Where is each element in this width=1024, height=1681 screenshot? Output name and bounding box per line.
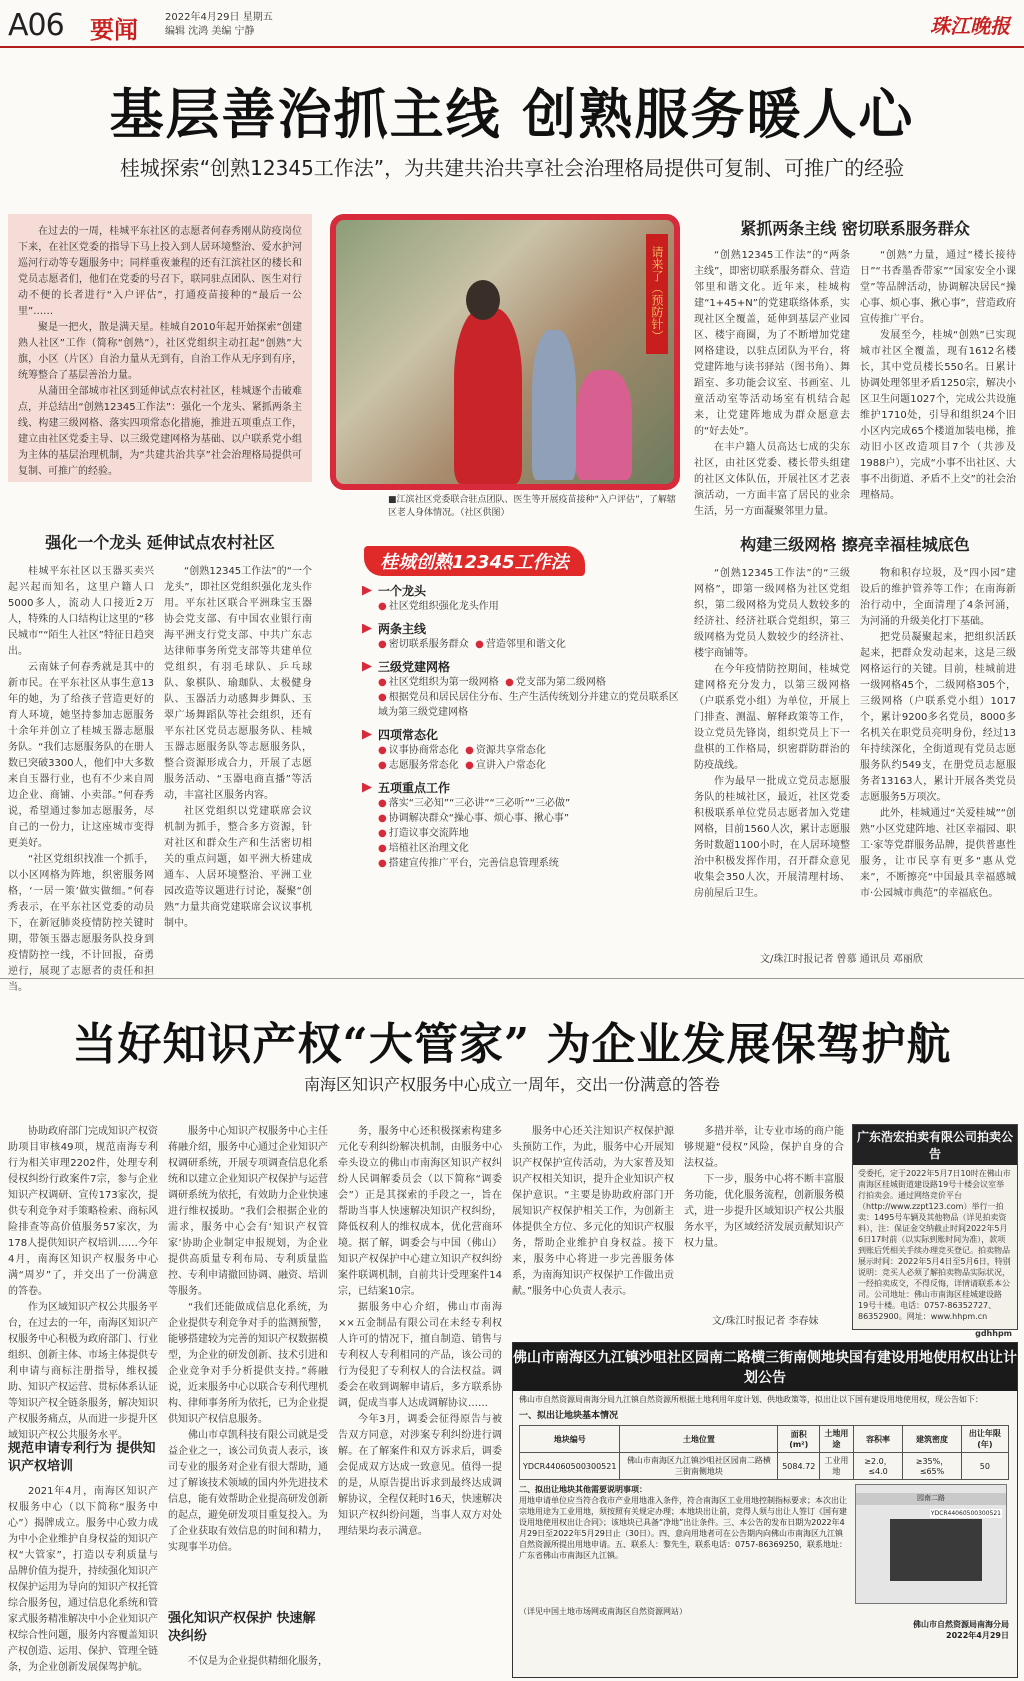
paragraph: 多措并举，让专业市场的商户能够规避“侵权”风险，保护自身的合法权益。: [684, 1126, 844, 1169]
table-header: 土地用途: [820, 1426, 854, 1453]
door-couplet: 请来了（预防针）: [646, 234, 668, 354]
paragraph: 协助政府部门完成知识产权资助项目审核49项，规范南海专利行为相关审理2202件，处理专利侵权纠纷行政案件7宗，参与企业知识产权调研、宣传173家次，提供专利竞争对手策略检索、商标风险排查等高价值服务57家次，为178人提供知识产权培训……今年4月，南海区知识产权服务中心满“周岁”了，并交出了一份满意的答卷。: [8, 1126, 158, 1297]
editors: 编辑 沈鸿 美编 宁静: [165, 26, 255, 37]
table-cell: 50: [961, 1453, 1008, 1480]
method-head: 一个龙头: [378, 584, 427, 598]
left-column-1: [8, 564, 154, 993]
paragraph: 据服务中心介绍，佛山市南海××五金制品有限公司在未经专利权人许可的情况下，擅自制造、销售与专利权人专利相同的产品，该公司的行为侵犯了专利权人的合法权益。调委会在收到调解申请后，多方联系协调，促成当事人达成调解协议……: [338, 1302, 502, 1409]
arrow-icon: [362, 624, 372, 634]
story1-photo: [330, 214, 680, 490]
ad-sign: gdhhpm: [975, 1329, 1012, 1338]
paragraph: 佛山市卓凯科技有限公司就是受益企业之一，该公司负责人表示，该司专业的服务对企业有很大帮助，通过了解该技术领域的国内外先进技术信息，能有效帮助企业提高研发创新的起点，避免研发项目重复投入。为了企业获取有效信息的时间和精力，实现事半功倍。: [168, 1430, 328, 1553]
method-item: 根据党员和居民居住分布、生产生活传统划分并建立的党员联系区域为第三级党建网格: [378, 692, 679, 718]
table-cell: ≥35%，≤65%: [903, 1453, 962, 1480]
method-banner: 桂城创熟12345工作法: [364, 546, 585, 576]
intro-paragraph: 在过去的一周，桂城平东社区的志愿者何春秀刚从防疫岗位下来，在社区党委的指导下马上投入到人居环境整治、爱水护河巡河行动等专题服务中；同样重夜兼程的还有江滨社区的楼长和党员志愿者们，他们在党委的号召下，联同驻点团队、医生对行动不便的长者进行“入户评估”，打通疫苗接种的“最后一公里”……: [18, 226, 302, 317]
notice-body: 用地申请单位应当符合我市产业用地准入条件，符合南海区工业用地控制指标要求；本次出让宗地用途为工业用地，须按照有关规定办理；本地块出让前，竞得人须与出让人签订《国有建设用地使用权出让合同》；该地块已具备“净地”出让条件。三、本公告的发布日期为2022年4月29日至2022年5月29日止（30日）。四、意向用地者可在公告期内向佛山市南海区九江镇自然资源所提出用地申请。五、联系人：黎先生，联系电话：0757-86369250，联系地址：广东省佛山市南海区九江镇。: [519, 1496, 847, 1560]
paragraph: “创熟”力量，通过“楼长接待日”“书香墨香带家”“国家安全小课堂”等品牌活动，协调解决居民“操心事、烦心事、揪心事”，营造政府宣传推广平台。: [860, 250, 1016, 325]
arrow-icon: [362, 783, 372, 793]
page-number: A06: [8, 8, 64, 43]
method-item: 志愿服务常态化: [388, 760, 459, 771]
paragraph: 云南妹子何春秀就是其中的新市民。在平东社区从事生意13年的她，为了给孩子营造更好的育人环境，她坚持参加志愿服务十余年并创立了桂城玉器志愿服务队。“我们志愿服务队的在册人数已突破3300人，他们中大多数来自玉器行业，也有不少来自周边企业、商铺、小卖部。”何春秀说，希望通过参加志愿服务，尽自己的一份力，让这座城市变得更美好。: [8, 662, 154, 849]
bullet-icon: ●: [475, 639, 484, 650]
photo-caption: ■江滨社区党委联合驻点团队、医生等开展疫苗接种“入户评估”，了解辖区老人身体情况。（社区供图）: [388, 495, 676, 518]
method-item: 密切联系服务群众: [388, 639, 469, 650]
paragraph: 发展至今，桂城“创熟”已实现城市社区全覆盖，现有1612名楼长，其中党员楼长550名。日累计协调处理邻里矛盾1250宗，解决小区卫生问题1027个，完成公共设施维护1710处，引导和组织24个旧小区内完成65个楼道加装电梯，推动旧小区改造项目7个（共涉及1988户），完成“小事不出社区、大事不出街道、矛盾不上交”的社会治理格局。: [860, 330, 1016, 501]
method-item: 搭建宣传推广平台，完善信息管理系统: [388, 858, 559, 869]
left-section-title: 强化一个龙头 延伸试点农村社区: [45, 533, 275, 552]
method-section: [362, 726, 684, 773]
method-item: 落实“三必知”“三必讲”“三必听”“三必做”: [388, 798, 571, 809]
method-head: 三级党建网格: [378, 660, 451, 674]
paragraph: 下一步，服务中心将不断丰富服务功能，优化服务流程，创新服务模式，进一步提升区域知识产权公共服务水平，为区域经济发展贡献知识产权力量。: [684, 1174, 844, 1249]
officer-figure: [532, 330, 576, 480]
table-cell: ≥2.0，≤4.0: [853, 1453, 903, 1480]
story1-intro: [8, 214, 312, 482]
paragraph: 作为区域知识产权公共服务平台，在过去的一年，南海区知识产权服务中心积极为政府部门、行业组织、创新主体、市场主体提供专利申请与商标注册指导，维权援助、知识产权运营、贯标体系认证等知识产权全链条服务，解决知识产权服务痛点，从而进一步提升区域知识产权公共服务水平。: [8, 1302, 158, 1441]
method-item: 议事协商常态化: [388, 745, 459, 756]
notice-intro: 佛山市自然资源局南海分局九江镇自然资源所根据土地利用年度计划、供地政策等，拟出让以下国有建设用地使用权，现公告如下：: [519, 1395, 983, 1404]
story1-headline: 基层善治抓主线 创熟服务暖人心: [109, 82, 915, 146]
bullet-icon: ●: [378, 639, 387, 650]
road-label: 园南二路: [856, 1493, 1006, 1505]
notice-sign-org: 佛山市自然资源局南海分局: [913, 1620, 1009, 1629]
table-cell: 佛山市南海区九江镇沙咀社区园南二路横三街南侧地块: [620, 1453, 778, 1480]
story2-column-1b: [8, 1484, 158, 1674]
method-head: 四项常态化: [378, 728, 439, 742]
land-table: [519, 1425, 1009, 1480]
date-block: [165, 11, 273, 39]
paragraph: 在丰户籍人员高达七成的尖东社区，由社区党委、楼长带头组建的社区文体队伍，开展社区才艺表演活动，一方面丰富了居民的业余生活，另一方面凝聚邻里力量。: [694, 442, 850, 517]
intro-paragraph: 聚是一把火，散是满天星。桂城自2010年起开始探索“创建熟人社区”工作（简称“创熟”），社区党组织主动扛起“创熟”大旗，小区（片区）自治力量从无到有，自治工作从无序到有序，统筹整合了基层善治力量。: [18, 322, 302, 381]
table-header: 土地位置: [620, 1426, 778, 1453]
method-head: 两条主线: [378, 622, 427, 636]
story2-headline: 当好知识产权“大管家” 为企业发展保驾护航: [72, 1019, 952, 1070]
left-column-2: [164, 564, 312, 964]
story-divider: [0, 978, 1024, 979]
volunteer-head: [466, 280, 500, 320]
parcel-label: YDCR44060500300521: [930, 1510, 1001, 1517]
paragraph: 今年3月，调委会征得原告与被告双方同意，对涉案专利纠纷进行调解。在了解案件和双方诉求后，调委会促成双方达成一致意见。值得一提的是，从原告提出诉求到最终达成调解协议，全程仅耗时16天，快速解决知识产权纠纷问题，当事人双方对处理结果均表示满意。: [338, 1414, 502, 1537]
bullet-icon: ●: [378, 601, 387, 612]
paragraph: 2021年4月，南海区知识产权服务中心（以下简称“服务中心”）揭牌成立。服务中心致力成为中小企业维护自身权益的知识产权“大管家”，打造以专利质量与品牌价值为提升，持续强化知识产权保护运用为导向的知识产权托管综合服务包，通过信息化系统和管家式服务精准解决中小企业知识产权综合性问题，服务内容覆盖知识产权创造、运用、保护、管理全链条，为企业创新发展保驾护航。: [8, 1486, 158, 1673]
story2-byline: 文/珠江时报记者 李春妹: [712, 1316, 819, 1327]
story2-column-2: [168, 1124, 328, 1604]
bullet-icon: ●: [378, 828, 387, 839]
method-item: 协调解决群众“操心事、烦心事、揪心事”: [388, 813, 570, 824]
story1-subhead: 桂城探索“创熟12345工作法”，为共建共治共享社会治理格局提供可复制、可推广的经验: [119, 156, 905, 180]
notice-footer: （详见中国土地市场网或南海区自然资源网站）: [519, 1607, 687, 1616]
resident-figure: [576, 370, 632, 480]
table-header: 面积(m²): [778, 1426, 820, 1453]
method-section: [362, 779, 684, 871]
bullet-icon: ●: [378, 858, 387, 869]
right-column-2: [860, 248, 1016, 520]
auction-ad: [852, 1124, 1018, 1338]
bullet-icon: ●: [378, 798, 387, 809]
paragraph: 物和积存垃圾，及“四小园”建设后的维护管养等工作；在南海新治行动中，全面清理了4条河涌，为河涌的升级美化打下基础。: [860, 568, 1016, 627]
paragraph: 桂城平东社区以玉器买卖兴起兴起而知名，这里户籍人口5000多人，流动人口接近2万人，特殊的人口结构让这里的“移民城市”“陌生人社区”特征日趋突出。: [8, 566, 154, 657]
story1-byline: 文/珠江时报记者 曾慕 通讯员 邓丽欣: [760, 954, 923, 965]
table-cell: 5084.72: [778, 1453, 820, 1480]
masthead-logo: 珠江晚报: [930, 14, 1010, 38]
paragraph: 在今年疫情防控期间，桂城党建网格充分发力，以第三级网格（户联系党小组）为单位，开展上门排查、测温、解释政策等工作，设立党员先锋岗，组织党员上下一盘棋的工作格局，织密群防群治的防疫战线。: [694, 664, 850, 771]
bullet-icon: ●: [378, 843, 387, 854]
story2-column-4: [512, 1124, 674, 1332]
volunteer-figure: [454, 308, 522, 484]
paragraph: 此外，桂城通过“关爱桂城”“创熟”小区党建阵地、社区幸福园、职工·家等党群服务品牌，提供普惠性服务，让市民享有更多“惠从党来”，不断擦亮“中国最具幸福感城市·公园城市典范”的幸福底色。: [860, 808, 1016, 899]
bullet-icon: ●: [378, 692, 387, 703]
story2-subsection-2: 强化知识产权保护 快速解决纠纷: [168, 1611, 316, 1644]
bullet-icon: ●: [378, 813, 387, 824]
table-header-row: [520, 1426, 1009, 1453]
notice-section-2: 二、拟出让地块其他需要说明事项：: [519, 1485, 647, 1494]
method-section: [362, 582, 684, 614]
arrow-icon: [362, 730, 372, 740]
ad-title: 广东浩宏拍卖有限公司拍卖公告: [853, 1125, 1017, 1165]
table-row: [520, 1453, 1009, 1480]
method-item: 社区党组织强化龙头作用: [388, 601, 499, 612]
header-rule: [0, 46, 1024, 48]
bullet-icon: ●: [465, 760, 474, 771]
site-map: [855, 1484, 1007, 1604]
issue-date: 2022年4月29日 星期五: [165, 12, 273, 23]
paragraph: 把党员凝聚起来，把组织活跃起来，把群众发动起来，这是三级网格运行的关键。目前，桂城前进一级网格45个，二级网格305个，三级网格（户联系党小组）1017个，累计9200多名党员，8000多名机关在职党员亮明身份，经过13年持续深化，全街道现有党员志愿服务队约549支，在册党员志愿服务者13163人，累计开展各类党员志愿服务5万项次。: [860, 632, 1016, 803]
notice-details: [519, 1484, 849, 1604]
right-section-title-1: 紧抓两条主线 密切联系服务群众: [740, 219, 970, 238]
method-item: 社区党组织为第一级网格: [388, 677, 499, 688]
right-column-4: [860, 566, 1016, 948]
notice-lower: [513, 1484, 1017, 1604]
section-label: 要闻: [90, 15, 138, 44]
method-section: [362, 620, 684, 652]
land-notice: [512, 1342, 1018, 1678]
method-item: 培植社区治理文化: [388, 843, 469, 854]
paragraph: 作为最早一批成立党员志愿服务队的桂城社区，最近，社区党委积极联系单位党员志愿者加入党建网格，目前1560人次，累计志愿服务时数超1100小时，在人居环境整治中积极发挥作用，召开群众意见收集会350人次，开展清理村场、房前屋后卫生。: [694, 776, 850, 899]
method-item: 党支部为第二级网格: [515, 677, 606, 688]
right-column-3: [694, 566, 850, 948]
method-item: 打造议事交流阵地: [388, 828, 469, 839]
method-head: 五项重点工作: [378, 781, 451, 795]
parcel-shape: [890, 1519, 982, 1581]
paragraph: 服务中心知识产权服务中心主任蒋融介绍，服务中心通过企业知识产权调研系统，开展专项调查信息化系统和以建立企业知识产权保护与运营调研系统为依托，有效助力企业快速进行维权援助。“我们会根据企业的需求，服务中心会有‘知识产权管家’协助企业制定申报规划，为企业提供高质量专利布局、专利质量监控、专利申请撤回协调、融资、培训等服务。: [168, 1126, 328, 1297]
paragraph: 服务中心还关注知识产权保护源头预防工作，为此，服务中心开展知识产权保护宣传活动，为大家普及知识产权相关知识，提升企业知识产权保护意识。“主要是协助政府部门开展知识产权保护相关工作，为创新主体提供全方位、多元化的知识产权服务，帮助企业维护自身权益。接下来，服务中心将进一步完善服务体系，为南海知识产权保护工作做出贡献。”服务中心负责人表示。: [512, 1126, 674, 1297]
bullet-icon: ●: [378, 745, 387, 756]
paragraph: 不仅是为企业提供精细化服务，: [188, 1656, 328, 1667]
right-section-title-2: 构建三级网格 擦亮幸福桂城底色: [740, 535, 970, 554]
method-list: [362, 582, 684, 962]
method-item: 营造邻里和谐文化: [485, 639, 566, 650]
table-header: 出让年限(年): [961, 1426, 1008, 1453]
paragraph: “社区党组织找准一个抓手，以小区网格为阵地，织密服务网格，‘一居一策’做实做细。”何春秀表示，在平东社区党委的动员下，在新冠肺炎疫情防控关键时期，带领玉器志愿服务队投身到疫情防控一线，不计回报，奋勇逆行，展现了志愿者的责任和担当。: [8, 854, 154, 993]
paragraph: 社区党组织以党建联席会议机制为抓手，整合多方资源，针对社区和群众生产和生活密切相关的重点问题，如平洲大桥建成通车、人居环境整治、平洲工业园改造等议题进行讨论，凝聚“创熟”力量共商党建联席会议议事机制中。: [164, 806, 312, 929]
story2-subhead: 南海区知识产权服务中心成立一周年，交出一份满意的答卷: [303, 1075, 720, 1094]
intro-paragraph: 从蒲田全部城市社区到延伸试点农村社区，桂城逐个击破难点，并总结出“创熟12345工作法”：强化一个龙头、紧抓两条主线、构建三级网格、落实四项常态化措施，推进五项重点工作，建立由社区党委主导、以三级党建网格为基础、以户联系党小组为主体的基层治理机制，为“共建共治共享”社会治理格局提供可复制、可推广的经验。: [18, 386, 302, 477]
paragraph: 务，服务中心还积极探索构建多元化专利纠纷解决机制，由服务中心牵头设立的佛山市南海区知识产权纠纷人民调解委员会（以下简称“调委会”）正是其探索的手段之一，旨在帮助当事人快速解决知识产权纠纷，降低权利人的维权成本，优化营商环境。据了解，调委会与中国（佛山）知识产权保护中心建立知识产权纠纷案件联调机制，自前共计受理案件14宗，已结案10宗。: [338, 1126, 502, 1297]
table-header: 建筑密度: [903, 1426, 962, 1453]
method-item: 宣讲入户常态化: [475, 760, 546, 771]
bullet-icon: ●: [505, 677, 514, 688]
bullet-icon: ●: [465, 745, 474, 756]
story2-column-5: [684, 1124, 844, 1300]
notice-title: 佛山市南海区九江镇沙咀社区园南二路横三街南侧地块国有建设用地使用权出让计划公告: [513, 1343, 1017, 1391]
bullet-icon: ●: [378, 760, 387, 771]
notice-section-1: 一、拟出让地块基本情况: [519, 1411, 619, 1421]
method-item: 资源共享常态化: [475, 745, 546, 756]
bullet-icon: ●: [378, 677, 387, 688]
table-cell: 工业用地: [820, 1453, 854, 1480]
story2-column-1: [8, 1124, 158, 1441]
table-cell: YDCR44060500300521: [520, 1453, 620, 1480]
notice-sign-date: 2022年4月29日: [946, 1631, 1009, 1640]
arrow-icon: [362, 586, 372, 596]
paragraph: “创熟12345工作法”的“三级网格”，即第一级网格为社区党组织，第二级网格为党员人数较多的经济社、经济社联合党组织，第三级网格为党员人数较少的经济社、楼宇商铺等。: [694, 568, 850, 659]
table-header: 容积率: [853, 1426, 903, 1453]
right-column-1: [694, 248, 850, 520]
paragraph: “创熟12345工作法”的“两条主线”，即密切联系服务群众、营造邻里和谐文化。近年来，桂城构建“1+45+N”的党建联络体系，实现社区全覆盖，延伸到基层产业园区、楼宇商圈，为了不断增加党建网格建设，以驻点团队为平台，将党建阵地与读书驿站（图书角）、舞蹈室、多功能会议室、书画室、儿童活动室等活动场室有机结合起来，让党建阵地成为群众愿意去的“好去处”。: [694, 250, 850, 437]
table-header: 地块编号: [520, 1426, 620, 1453]
story2-column-3: [338, 1124, 502, 1674]
paragraph: “创熟12345工作法”的“一个龙头”，即社区党组织强化龙头作用。平东社区联合平洲珠宝玉器协会党支部、有中国农业银行南海平洲支行党支部、中共广东志达律师事务所党支部等共建单位党组织，有羽毛球队、乒乓球队、象棋队、瑜珈队、太极健身队、玉器活力动感舞步舞队、玉翠广场舞蹈队等社会组织，还有平东社区党员志愿服务队、桂城玉器志愿服务队等志愿服务队，整合资源形成合力，开展了志愿服务活动、“玉器电商直播”等活动，丰富社区服务内容。: [164, 566, 312, 801]
method-section: [362, 658, 684, 720]
story2-subsection-1: 规范申请专利行为 提供知识产权培训: [8, 1441, 156, 1474]
story2-column-2b: [168, 1654, 328, 1674]
ad-body: 受委托，定于2022年5月7日10时在佛山市南海区桂城街道建设路19号十楼会议室举行拍卖会。通过网络竞价平台（http://www.zzpt123.com）举行一拍卖：1495号车辆及其他物品（详见拍卖资料），注：保证金交纳截止时间2022年5月6日17时前（以实际到账时间为准），款项到账后凭相关手续办理竞买登记。拍卖物品展示时间：2022年5月4日至5月6日，特别说明：竞买人必须了解拍卖物品实际状况，一经拍卖成交，不得反悔，详情请联系本公司。公司地址：佛山市南海区桂城建设路19号十楼。电话：0757-86352727、86352900。网址：www.hhpm.cn: [858, 1169, 1011, 1321]
arrow-icon: [362, 662, 372, 672]
paragraph: “我们还能做成信息化系统，为企业提供专利竞争对手的监测预警，能够搭建较为完善的知识产权数据模型，为企业的研发创新、技术引进和企业竞争对手分析提供支持。”蒋融说，近来服务中心以联合专利代理机构、律师事务所为依托，已为企业提供知识产权信息服务。: [168, 1302, 328, 1425]
